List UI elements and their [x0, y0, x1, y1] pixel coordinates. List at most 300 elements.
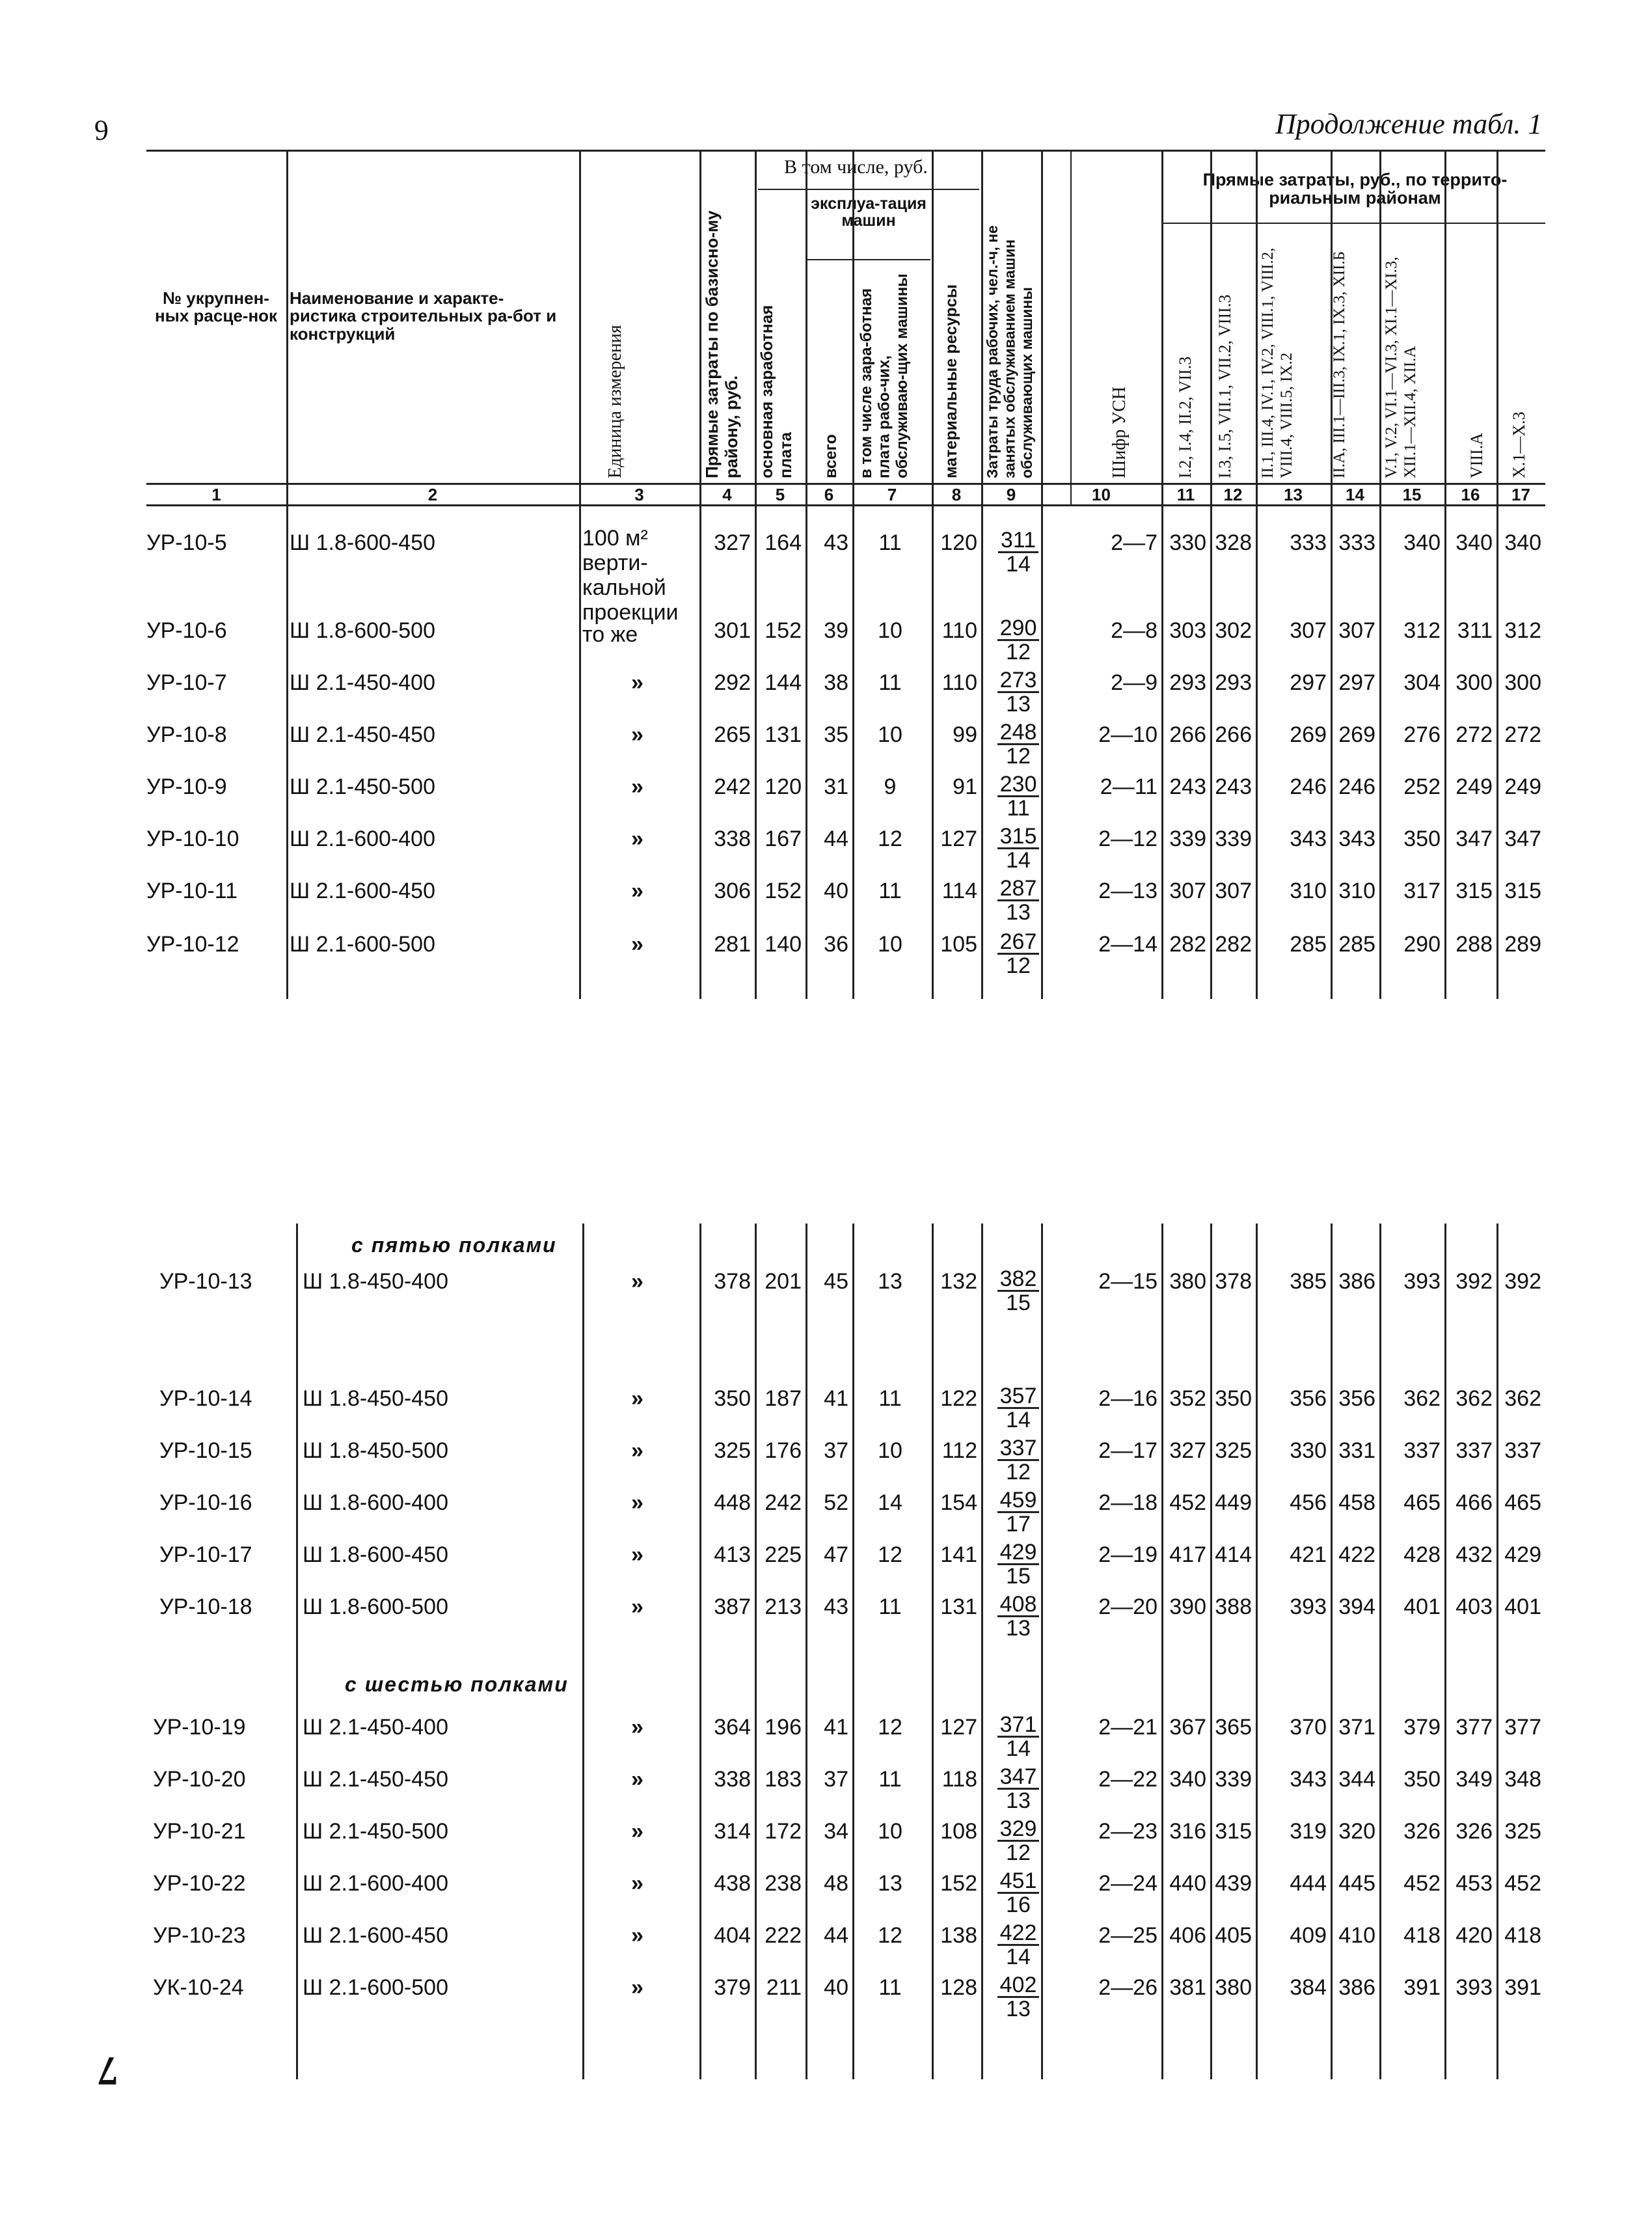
cell-c16: 362	[1456, 1386, 1493, 1411]
cell-c16: 326	[1456, 1819, 1493, 1844]
cell-c8: 138	[940, 1923, 977, 1948]
cell-c2: Ш 1.8-450-500	[303, 1438, 448, 1463]
header-col7: в том числе зара-ботная плата рабо-чих, обслуживаю-щих машины	[858, 273, 912, 478]
cell-c15: 350	[1403, 827, 1441, 851]
cell-c10: 2—10	[1098, 722, 1158, 747]
fraction-denominator: 14	[1006, 1736, 1031, 1761]
column-rule	[1256, 1224, 1258, 2079]
cell-c5: 176	[765, 1438, 802, 1463]
cell-c14: 386	[1338, 1975, 1375, 2000]
cell-c13: 456	[1290, 1490, 1327, 1515]
cell-c9-fraction	[992, 1818, 1044, 1864]
cell-c13: 444	[1290, 1871, 1327, 1896]
cell-c5: 187	[765, 1386, 802, 1411]
column-number-16: 16	[1461, 485, 1480, 504]
unit-first: 100 м² верти-кальной проекции	[582, 526, 679, 625]
cell-c6: 35	[824, 722, 848, 747]
cell-c7: 11	[878, 530, 902, 555]
cell-c15: 362	[1403, 1386, 1441, 1411]
cell-c12: 243	[1215, 774, 1252, 799]
cell-c6: 44	[824, 827, 848, 851]
cell-c5: 152	[765, 879, 802, 903]
fraction-numerator: 429	[997, 1541, 1040, 1565]
cell-c14: 246	[1338, 774, 1375, 799]
cell-c13: 393	[1290, 1594, 1327, 1619]
column-rule	[1331, 504, 1333, 999]
cell-c12: 293	[1215, 670, 1252, 695]
cell-c8: 110	[941, 618, 977, 643]
cell-c16: 377	[1456, 1715, 1493, 1740]
fraction-numerator: 451	[997, 1870, 1040, 1894]
fraction-denominator: 12	[1006, 640, 1031, 664]
column-rule	[579, 150, 581, 504]
cell-c8: 112	[941, 1438, 977, 1463]
cell-c14: 333	[1338, 530, 1375, 555]
cell-c13: 409	[1290, 1923, 1327, 1948]
cell-c16: 420	[1456, 1923, 1493, 1948]
fraction-numerator: 402	[997, 1974, 1040, 1998]
column-rule	[1444, 150, 1446, 504]
cell-c6: 44	[824, 1923, 848, 1948]
cell-c9-fraction	[992, 1593, 1044, 1639]
cell-c3: »	[631, 1819, 643, 1844]
column-rule	[1210, 504, 1212, 999]
cell-c16: 349	[1456, 1767, 1493, 1792]
column-rule	[1161, 150, 1163, 504]
column-rule	[1256, 504, 1258, 999]
cell-c13: 330	[1290, 1438, 1327, 1463]
cell-c10: 2—8	[1111, 618, 1158, 643]
cell-c4: 404	[714, 1923, 751, 1948]
cell-c1: УР-10-15	[159, 1438, 252, 1463]
cell-c8: 110	[941, 670, 977, 695]
header-col6: всего	[822, 434, 840, 478]
cell-c12: 365	[1215, 1715, 1252, 1740]
cell-c6: 39	[824, 618, 848, 643]
fraction-numerator: 459	[997, 1489, 1040, 1513]
cell-c14: 422	[1338, 1542, 1375, 1567]
cell-c9-fraction	[992, 1541, 1044, 1587]
cell-c5: 242	[765, 1490, 802, 1515]
column-number-1: 1	[211, 485, 221, 504]
column-rule	[1444, 1224, 1446, 2079]
header-col11: I.2, I.4, II.2, VII.3	[1176, 356, 1195, 478]
cell-c17: 249	[1504, 774, 1541, 799]
cell-c15: 276	[1403, 722, 1441, 747]
column-rule	[1070, 150, 1072, 504]
header-col15: V.1, V.2, VI.1—VI.3, XI.1—XI.3, XII.1—XII.4, XII.А	[1383, 256, 1419, 478]
cell-c14: 458	[1338, 1490, 1375, 1515]
cell-c2: Ш 1.8-450-400	[303, 1269, 448, 1294]
cell-c1: УР-10-16	[159, 1490, 252, 1515]
cell-c17: 272	[1504, 722, 1541, 747]
cell-c3: »	[631, 670, 643, 695]
fraction-denominator: 12	[1006, 744, 1031, 769]
column-rule	[1496, 150, 1498, 504]
column-number-2: 2	[427, 485, 438, 504]
header-col4: Прямые затраты по базисно-му району, руб.	[702, 210, 741, 478]
cell-c3: »	[631, 932, 643, 957]
column-rule	[296, 1224, 298, 2079]
cell-c9-fraction	[992, 721, 1044, 767]
fraction-denominator: 14	[1006, 848, 1031, 873]
cell-c11: 293	[1169, 670, 1206, 695]
header-col8: материальные ресурсы	[942, 284, 960, 478]
column-rule	[981, 150, 983, 504]
cell-c4: 378	[714, 1269, 751, 1294]
cell-c8: 127	[940, 1715, 977, 1740]
column-number-15: 15	[1402, 485, 1422, 504]
cell-c12: 339	[1215, 827, 1252, 851]
cell-c16: 393	[1456, 1975, 1493, 2000]
cell-c12: 325	[1215, 1438, 1252, 1463]
column-rule	[806, 504, 807, 999]
cell-c4: 438	[714, 1871, 751, 1896]
cell-c2: Ш 2.1-600-500	[290, 932, 435, 957]
cell-c17: 401	[1504, 1594, 1541, 1619]
cell-c16: 272	[1456, 722, 1493, 747]
cell-c3: »	[631, 1542, 643, 1567]
cell-c8: 120	[940, 530, 977, 555]
cell-c12: 414	[1215, 1542, 1252, 1567]
cell-c8: 118	[941, 1767, 977, 1792]
cell-c4: 327	[714, 530, 751, 555]
column-rule	[1496, 504, 1498, 999]
cell-c17: 347	[1504, 827, 1541, 851]
cell-c17: 362	[1504, 1386, 1541, 1411]
cell-c9-fraction	[992, 1385, 1044, 1431]
section-title-six-shelves: с шестью полками	[345, 1673, 569, 1696]
cell-c17: 315	[1504, 879, 1541, 903]
cell-c7: 11	[878, 670, 902, 695]
cell-c9-fraction	[992, 1714, 1044, 1760]
cell-c2: Ш 2.1-450-450	[303, 1767, 448, 1792]
cell-c3: »	[631, 879, 643, 903]
header-col16: VIII.А	[1467, 432, 1486, 478]
cell-c9-fraction	[992, 773, 1044, 819]
column-number-9: 9	[1006, 485, 1016, 504]
cell-c11: 417	[1169, 1542, 1206, 1567]
cell-c4: 364	[714, 1715, 751, 1740]
cell-c14: 356	[1338, 1386, 1375, 1411]
cell-c8: 152	[940, 1871, 977, 1896]
column-rule	[852, 504, 854, 999]
cell-c8: 127	[940, 827, 977, 851]
cell-c5: 222	[765, 1923, 802, 1948]
cell-c16: 311	[1457, 618, 1493, 643]
cell-c15: 428	[1403, 1542, 1441, 1567]
cell-c6: 40	[824, 1975, 848, 2000]
cell-c5: 120	[765, 774, 802, 799]
cell-c10: 2—9	[1111, 670, 1158, 695]
cell-c14: 371	[1338, 1715, 1375, 1740]
side-page-mark: 7	[98, 2048, 118, 2094]
cell-c10: 2—15	[1098, 1269, 1158, 1294]
cell-c16: 249	[1456, 774, 1493, 799]
fraction-numerator: 357	[997, 1385, 1040, 1409]
cell-c9-fraction	[992, 1268, 1044, 1314]
cell-c11: 367	[1169, 1715, 1206, 1740]
cell-c11: 380	[1169, 1269, 1206, 1294]
cell-c6: 43	[824, 530, 848, 555]
cell-c8: 128	[940, 1975, 977, 2000]
column-number-12: 12	[1223, 485, 1243, 504]
cell-c5: 238	[765, 1871, 802, 1896]
cell-c6: 31	[824, 774, 848, 799]
cell-c13: 307	[1290, 618, 1327, 643]
cell-c16: 340	[1456, 530, 1493, 555]
cell-c16: 347	[1456, 827, 1493, 851]
cell-c11: 340	[1169, 1767, 1206, 1792]
header-col17: X.1—X.3	[1510, 411, 1528, 478]
cell-c6: 41	[824, 1715, 848, 1740]
fraction-numerator: 287	[997, 877, 1040, 901]
column-rule	[981, 1224, 983, 2079]
cell-c12: 315	[1215, 1819, 1252, 1844]
cell-c6: 37	[824, 1767, 848, 1792]
cell-c16: 288	[1456, 932, 1493, 957]
column-rule	[852, 1224, 854, 2079]
column-rule	[806, 150, 807, 504]
column-rule	[1041, 150, 1043, 504]
cell-c2: Ш 2.1-450-500	[303, 1819, 448, 1844]
cell-c8: 122	[940, 1386, 977, 1411]
cell-c1: УР-10-19	[153, 1715, 246, 1740]
column-number-4: 4	[722, 485, 732, 504]
cell-c9-fraction	[992, 617, 1044, 663]
column-rule	[1379, 150, 1381, 504]
cell-c12: 449	[1215, 1490, 1252, 1515]
cell-c9-fraction	[992, 529, 1044, 575]
cell-c15: 418	[1403, 1923, 1441, 1948]
cell-c5: 152	[765, 618, 802, 643]
cell-c4: 306	[714, 879, 751, 903]
cell-c6: 45	[824, 1269, 848, 1294]
cell-c15: 465	[1403, 1490, 1441, 1515]
cell-c8: 132	[940, 1269, 977, 1294]
fraction-denominator: 13	[1006, 692, 1031, 717]
cell-c8: 154	[940, 1490, 977, 1515]
cell-c10: 2—24	[1098, 1871, 1158, 1896]
column-rule	[755, 150, 757, 504]
cell-c7: 10	[878, 1819, 902, 1844]
column-rule	[286, 504, 288, 999]
cell-c11: 266	[1169, 722, 1206, 747]
fraction-denominator: 13	[1006, 1616, 1031, 1641]
cell-c16: 453	[1456, 1871, 1493, 1896]
header-col3: Единица измерения	[605, 325, 625, 478]
cell-c13: 343	[1290, 1767, 1327, 1792]
cell-c9-fraction	[992, 1870, 1044, 1916]
cell-c14: 386	[1338, 1269, 1375, 1294]
cell-c9-fraction	[992, 1437, 1044, 1483]
cell-c7: 10	[878, 722, 902, 747]
cell-c3: »	[631, 1923, 643, 1948]
cell-c10: 2—21	[1098, 1715, 1158, 1740]
cell-c10: 2—26	[1098, 1975, 1158, 2000]
cell-c5: 196	[765, 1715, 802, 1740]
cell-c12: 350	[1215, 1386, 1252, 1411]
cell-c12: 302	[1215, 618, 1252, 643]
cell-c3: »	[631, 1767, 643, 1792]
column-number-10: 10	[1092, 485, 1111, 504]
cell-c13: 384	[1290, 1975, 1327, 2000]
cell-c4: 242	[714, 774, 751, 799]
header-col5: основная заработная плата	[758, 305, 795, 478]
cell-c15: 401	[1403, 1594, 1441, 1619]
cell-c11: 452	[1169, 1490, 1206, 1515]
cell-c3: »	[631, 722, 643, 747]
cell-c15: 326	[1403, 1819, 1441, 1844]
cell-c15: 304	[1403, 670, 1441, 695]
cell-c3: »	[631, 1715, 643, 1740]
cell-c10: 2—23	[1098, 1819, 1158, 1844]
fraction-numerator: 267	[997, 931, 1040, 955]
column-rule	[755, 1224, 757, 2079]
cell-c1: УР-10-9	[146, 774, 227, 799]
fraction-numerator: 315	[997, 825, 1040, 849]
cell-c12: 378	[1215, 1269, 1252, 1294]
cell-c10: 2—25	[1098, 1923, 1158, 1948]
fraction-denominator: 13	[1006, 1788, 1031, 1813]
cell-c16: 337	[1456, 1438, 1493, 1463]
cell-c15: 290	[1403, 932, 1441, 957]
column-rule	[1210, 150, 1212, 504]
column-rule	[699, 150, 701, 504]
cell-c9-fraction	[992, 825, 1044, 871]
cell-c4: 281	[714, 932, 751, 957]
column-rule	[1331, 150, 1333, 504]
cell-c13: 385	[1290, 1269, 1327, 1294]
cell-c5: 167	[765, 827, 802, 851]
cell-c11: 440	[1169, 1871, 1206, 1896]
column-rule	[852, 150, 854, 504]
cell-c7: 13	[878, 1871, 902, 1896]
cell-c3: »	[631, 1269, 643, 1294]
column-number-13: 13	[1284, 485, 1303, 504]
cell-c7: 9	[884, 774, 897, 799]
cell-c8: 131	[940, 1594, 977, 1619]
cell-c4: 314	[714, 1819, 751, 1844]
cell-c3: »	[631, 1386, 643, 1411]
cell-c2: Ш 1.8-450-450	[303, 1386, 448, 1411]
cell-c4: 292	[714, 670, 751, 695]
cell-c1: УР-10-20	[153, 1767, 246, 1792]
cell-c14: 285	[1338, 932, 1375, 957]
cell-c7: 14	[878, 1490, 902, 1515]
unit-same: то же	[582, 622, 638, 647]
cell-c11: 282	[1169, 932, 1206, 957]
cell-c17: 452	[1504, 1871, 1541, 1896]
cell-c6: 40	[824, 879, 848, 903]
cell-c15: 379	[1403, 1715, 1441, 1740]
cell-c6: 47	[824, 1542, 848, 1567]
cell-c15: 252	[1403, 774, 1441, 799]
cell-c4: 265	[714, 722, 751, 747]
cell-c7: 12	[878, 1715, 902, 1740]
cell-c15: 391	[1403, 1975, 1441, 2000]
cell-c9-fraction	[992, 1974, 1044, 2020]
header-group-including: В том числе, руб.	[784, 156, 928, 178]
cell-c16: 432	[1456, 1542, 1493, 1567]
column-rule	[981, 504, 983, 999]
cell-c3: »	[631, 1490, 643, 1515]
cell-c7: 12	[878, 827, 902, 851]
column-rule	[755, 504, 757, 999]
cell-c10: 2—7	[1111, 530, 1158, 555]
cell-c10: 2—22	[1098, 1767, 1158, 1792]
cell-c4: 301	[714, 618, 751, 643]
cell-c2: Ш 2.1-450-400	[290, 670, 435, 695]
header-col10: Шифр УСН	[1109, 386, 1130, 478]
cell-c5: 213	[765, 1594, 802, 1619]
header-col9: Затраты труда рабочих, чел.-ч, не занятых обслуживанием машин обслуживающих машины	[984, 225, 1035, 478]
cell-c10: 2—18	[1098, 1490, 1158, 1515]
cell-c11: 339	[1169, 827, 1206, 851]
cell-c17: 337	[1504, 1438, 1541, 1463]
cell-c7: 11	[878, 879, 902, 903]
cell-c13: 297	[1290, 670, 1327, 695]
header-group-machines: эксплуа-тация машин	[811, 195, 927, 230]
column-rule	[582, 1224, 584, 2079]
cell-c9-fraction	[992, 1766, 1044, 1812]
cell-c2: Ш 1.8-600-450	[290, 530, 435, 555]
cell-c13: 310	[1290, 879, 1327, 903]
cell-c3: »	[631, 827, 643, 851]
cell-c10: 2—16	[1098, 1386, 1158, 1411]
cell-c1: УР-10-10	[146, 827, 239, 851]
cell-c9-fraction	[992, 669, 1044, 715]
cell-c6: 52	[824, 1490, 848, 1515]
fraction-denominator: 12	[1006, 953, 1031, 978]
column-rule	[932, 150, 934, 504]
cell-c1: УР-10-21	[153, 1819, 246, 1844]
cell-c13: 319	[1290, 1819, 1327, 1844]
column-rule	[932, 504, 934, 999]
cell-c11: 316	[1169, 1819, 1206, 1844]
cell-c10: 2—12	[1098, 827, 1158, 851]
cell-c2: Ш 2.1-450-500	[290, 774, 435, 799]
cell-c15: 393	[1403, 1269, 1441, 1294]
cell-c9-fraction	[992, 1489, 1044, 1535]
cell-c7: 12	[878, 1923, 902, 1948]
cell-c7: 11	[878, 1975, 902, 2000]
cell-c1: УР-10-5	[146, 530, 227, 555]
cell-c2: Ш 2.1-450-400	[303, 1715, 448, 1740]
header-col12: I.3, I.5, VII.1, VII.2, VIII.3	[1215, 294, 1234, 478]
cell-c8: 141	[940, 1542, 977, 1567]
cell-c14: 269	[1338, 722, 1375, 747]
cell-c7: 11	[878, 1767, 902, 1792]
cell-c15: 452	[1403, 1871, 1441, 1896]
cell-c14: 410	[1338, 1923, 1375, 1948]
cell-c2: Ш 2.1-600-400	[290, 827, 435, 851]
cell-c13: 356	[1290, 1386, 1327, 1411]
cell-c12: 339	[1215, 1767, 1252, 1792]
cell-c3: »	[631, 1975, 643, 2000]
fraction-numerator: 248	[997, 721, 1040, 745]
column-rule	[1379, 504, 1381, 999]
cell-c4: 379	[714, 1975, 751, 2000]
cell-c5: 172	[765, 1819, 802, 1844]
fraction-denominator: 15	[1006, 1564, 1031, 1589]
cell-c1: УР-10-17	[159, 1542, 252, 1567]
cell-c6: 48	[824, 1871, 848, 1896]
cell-c6: 34	[824, 1819, 848, 1844]
cell-c10: 2—11	[1100, 774, 1158, 799]
cell-c7: 13	[878, 1269, 902, 1294]
cell-c13: 246	[1290, 774, 1327, 799]
